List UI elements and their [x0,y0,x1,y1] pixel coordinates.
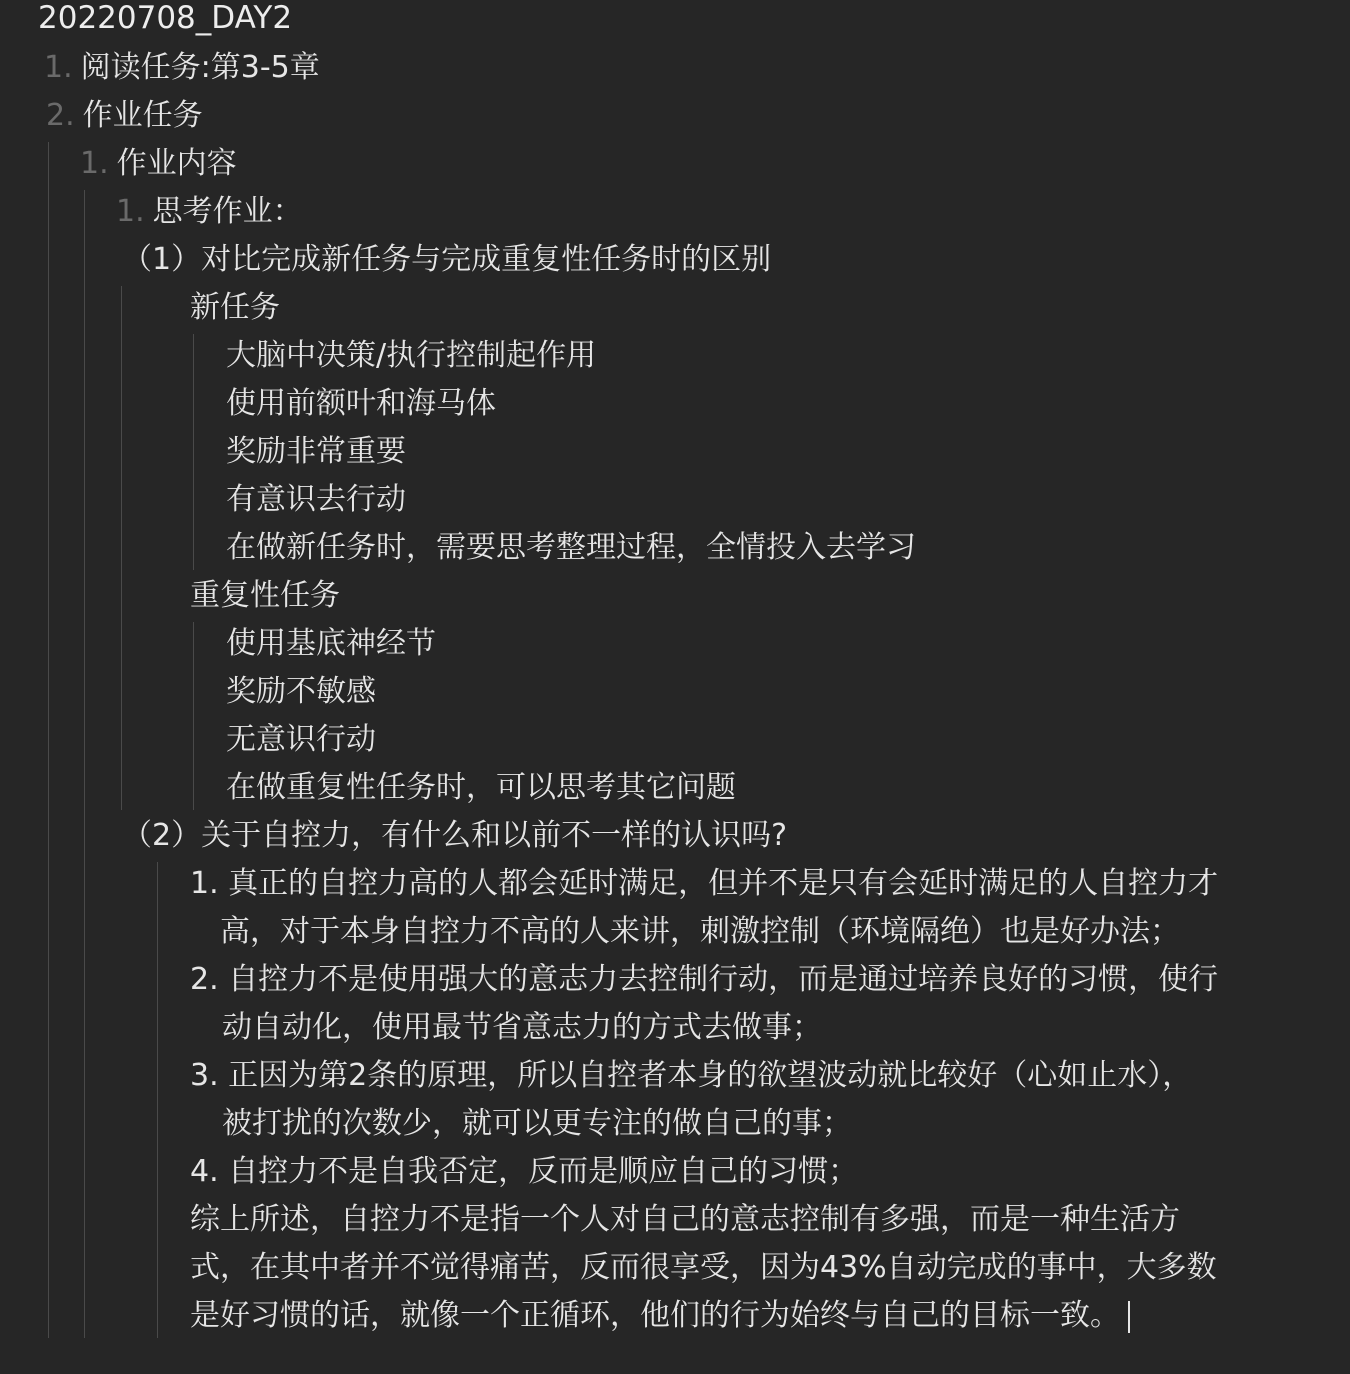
outline-text: 关于自控力，有什么和以前不一样的认识吗? [201,818,788,853]
outline-item-new-task[interactable] [190,290,280,326]
outline-item-point-1[interactable] [190,866,1218,902]
outline-text: 被打扰的次数少，就可以更专注的做自己的事； [222,1106,852,1141]
outline-item-repetitive-task[interactable] [190,578,340,614]
outline-item[interactable] [226,530,916,566]
list-number: 1. [44,50,73,85]
outline-text: 使用基底神经节 [226,626,436,661]
indent-guide [157,862,158,1338]
outline-item-continuation[interactable] [222,1010,822,1046]
outline-item-thinking-homework[interactable] [116,194,303,230]
outline-text: 在做重复性任务时，可以思考其它问题 [226,770,736,805]
list-number: 1. [116,194,145,229]
outline-item[interactable] [226,434,406,470]
outline-text: 大脑中决策/执行控制起作用 [226,338,597,373]
outline-item-reading-task[interactable] [44,50,320,86]
outline-item[interactable] [226,338,596,374]
list-number: 4. [190,1154,219,1189]
text-cursor [1128,1301,1130,1333]
outline-text: 真正的自控力高的人都会延时满足，但并不是只有会延时满足的人自控力才 [228,866,1219,901]
indent-guide [121,286,122,810]
outline-text: 阅读任务:第3-5章 [80,50,320,85]
outline-text: 是好习惯的话，就像一个正循环，他们的行为始终与自己的目标一致。 [190,1298,1120,1333]
outline-text: 无意识行动 [226,722,376,757]
outline-item-summary[interactable] [190,1250,1217,1286]
outline-item[interactable] [226,482,406,518]
outline-text: 自控力不是自我否定，反而是顺应自己的习惯； [228,1154,859,1189]
outline-item[interactable] [226,386,496,422]
outline-text: 自控力不是使用强大的意志力去控制行动，而是通过培养良好的习惯，使行 [228,962,1219,997]
outline-text: 思考作业： [152,194,303,229]
outline-item-summary[interactable] [190,1202,1180,1238]
outline-text: 对比完成新任务与完成重复性任务时的区别 [201,242,772,277]
outline-item-summary[interactable] [190,1298,1130,1334]
list-number: （1） [122,242,202,277]
outline-item-homework-content[interactable] [80,146,237,182]
outline-text: 式，在其中者并不觉得痛苦，反而很享受，因为43%自动完成的事中，大多数 [190,1250,1217,1285]
outline-item[interactable] [226,626,436,662]
outline-text: 作业内容 [116,146,237,181]
list-number: （2） [122,818,202,853]
outline-text: 奖励不敏感 [226,674,376,709]
outline-item[interactable] [226,674,376,710]
outline-item-point-4[interactable] [190,1154,858,1190]
list-number: 2. [46,98,75,133]
outline-text: 动自动化，使用最节省意志力的方式去做事； [222,1010,822,1045]
outline-text: 综上所述，自控力不是指一个人对自己的意志控制有多强，而是一种生活方 [190,1202,1180,1237]
indent-guide [84,190,85,1338]
indent-guide [48,142,49,1338]
indent-guide [193,334,194,570]
indent-guide [193,622,194,810]
outline-item[interactable] [226,722,376,758]
outline-item-question-1[interactable] [122,242,771,278]
outline-item-point-2[interactable] [190,962,1218,998]
outline-text: 使用前额叶和海马体 [226,386,496,421]
list-number: 3. [190,1058,219,1093]
outline-item-point-3[interactable] [190,1058,1192,1094]
list-number: 1. [80,146,109,181]
outline-text: 正因为第2条的原理，所以自控者本身的欲望波动就比较好（心如止水）， [228,1058,1193,1093]
outline-text: 新任务 [190,290,280,325]
outline-item-continuation[interactable] [222,1106,852,1142]
outline-text: 重复性任务 [190,578,340,613]
outline-text: 作业任务 [82,98,203,133]
list-number: 2. [190,962,219,997]
outline-text: 奖励非常重要 [226,434,406,469]
outline-item-homework-task[interactable] [46,98,203,134]
outline-text: 有意识去行动 [226,482,406,517]
outline-text: 高，对于本身自控力不高的人来讲，刺激控制（环境隔绝）也是好办法； [220,914,1180,949]
outline-item-continuation[interactable] [220,914,1180,950]
outline-item[interactable] [226,770,736,806]
outline-item-question-2[interactable] [122,818,787,854]
list-number: 1. [190,866,219,901]
outline-text: 在做新任务时，需要思考整理过程，全情投入去学习 [226,530,916,565]
note-title[interactable]: 20220708_DAY2 [38,0,293,36]
